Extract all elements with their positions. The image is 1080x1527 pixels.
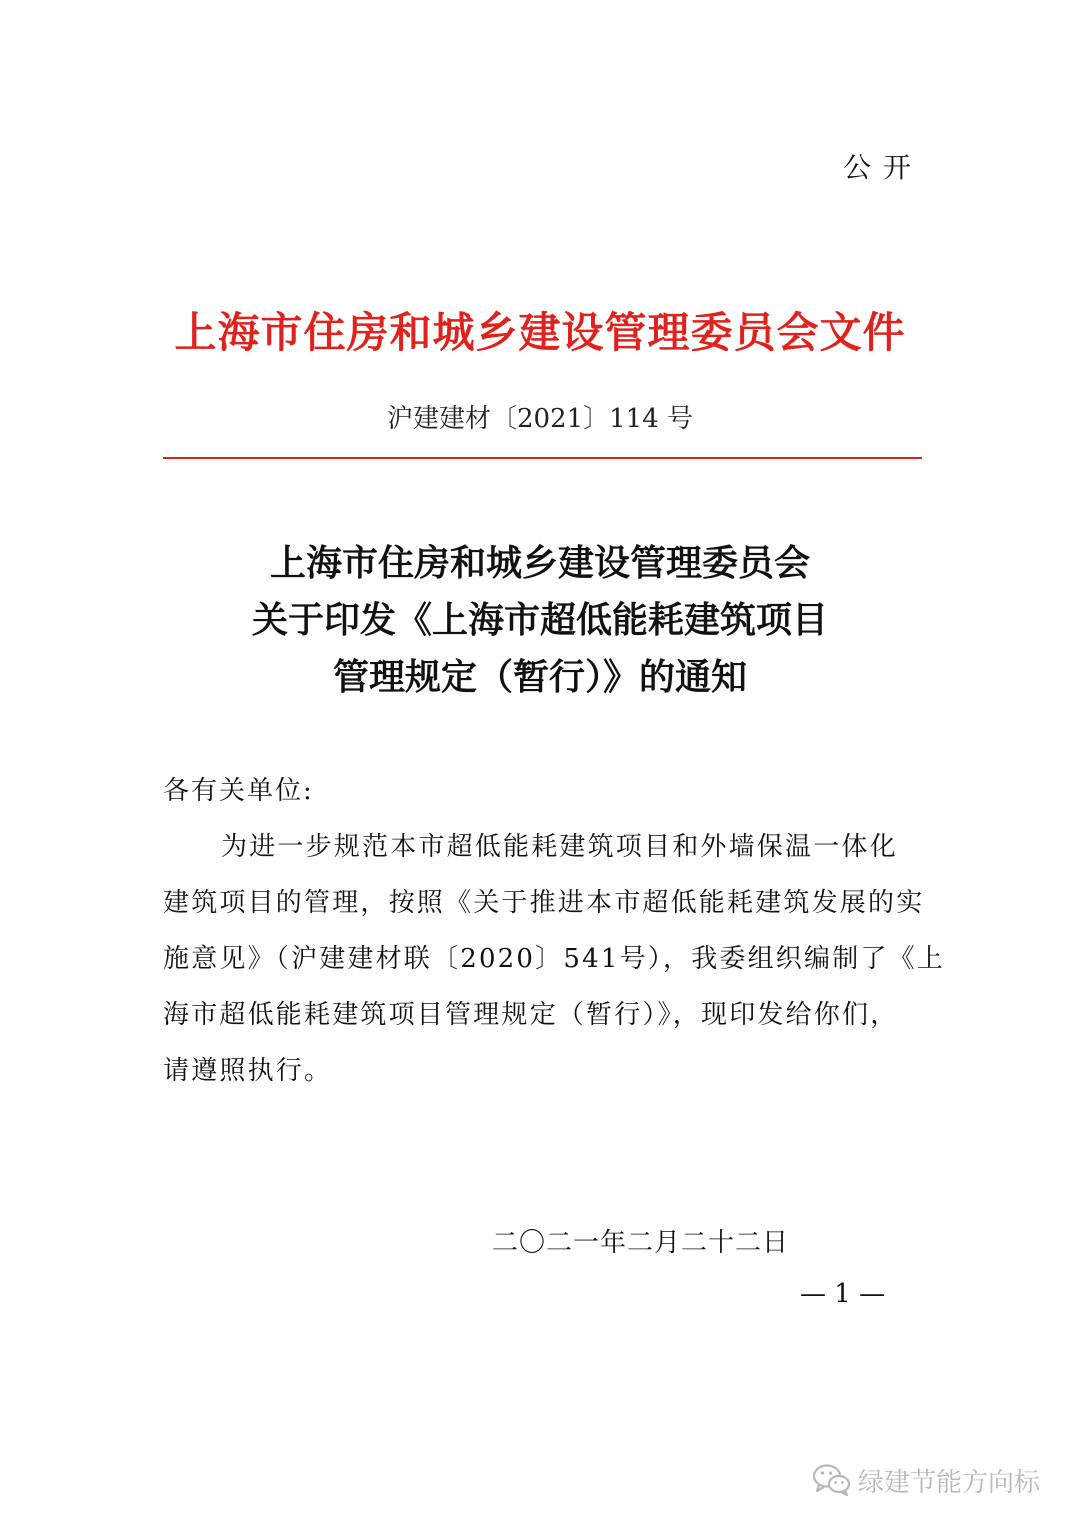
red-divider [163,457,922,459]
document-number: 沪建建材〔2021〕114 号 [386,404,694,434]
notice-title [0,535,1080,706]
title-line: 关于印发《上海市超低能耗建筑项目 [251,600,828,641]
body-line: 为进一步规范本市超低能耗建筑项目和外墙保温一体化 [221,832,898,862]
body-line: 施意见》（沪建建材联〔2020〕541号），我委组织编制了《上 [163,944,945,974]
salutation: 各有关单位: [163,776,314,806]
issuer-heading: 上海市住房和城乡建设管理委员会文件 [174,308,906,357]
disclosure-label: 公开 [843,151,924,184]
wechat-icon [812,1463,852,1497]
body-paragraph [163,830,945,1110]
title-line: 上海市住房和城乡建设管理委员会 [269,543,810,584]
watermark [812,1460,1040,1500]
page-number: — 1 — [800,1279,886,1309]
body-line: 请遵照执行。 [163,1056,333,1086]
issue-date: 二〇二一年二月二十二日 [492,1228,790,1258]
title-line: 管理规定（暂行）》的通知 [332,657,747,698]
body-line: 海市超低能耗建筑项目管理规定（暂行）》，现印发给你们， [163,1000,899,1030]
body-line: 建筑项目的管理，按照《关于推进本市超低能耗建筑发展的实 [163,888,925,918]
watermark-text: 绿建节能方向标 [858,1467,1041,1498]
